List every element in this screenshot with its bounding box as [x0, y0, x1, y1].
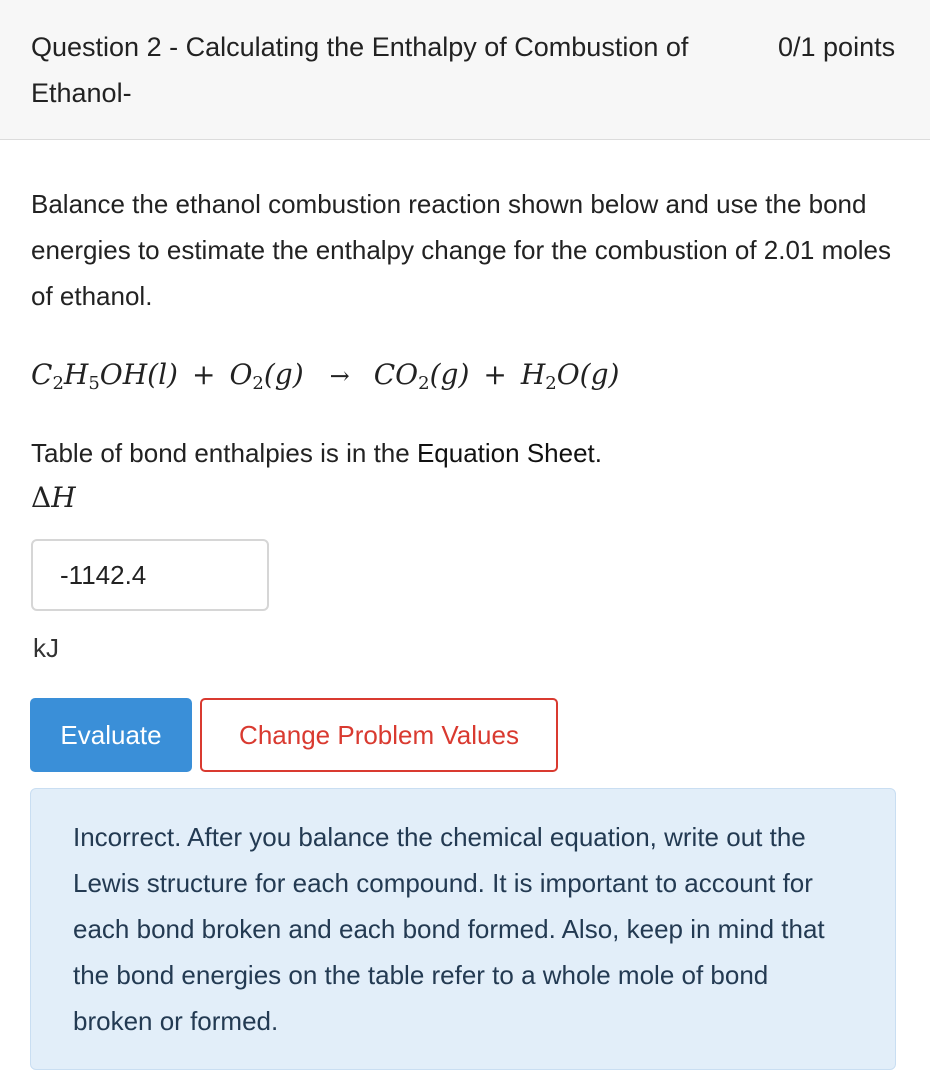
feedback-message: Incorrect. After you balance the chemical equation, write out the Lewis structure for each compound. It is important to account for each bond broken and each bond formed. Also, keep in mind that the bond energies on the table refer to a whole mole of bond broken or formed.: [30, 788, 896, 1070]
enthalpy-symbol: H: [51, 481, 76, 514]
delta-symbol: Δ: [31, 481, 52, 514]
equation-product-co2: $CO_2(g)$: [373, 358, 470, 394]
question-points: 0/1 points: [778, 32, 896, 62]
answer-unit: kJ: [33, 633, 59, 663]
question-prompt: Balance the ethanol combustion reaction shown below and use the bond energies to estimate the enthalpy change for the combustion of 2.01 moles of ethanol.: [31, 189, 891, 311]
equation-plus: +: [483, 358, 507, 391]
evaluate-button[interactable]: Evaluate: [30, 698, 192, 772]
chemical-equation: [31, 353, 901, 397]
equation-product-water: $H_2O(g)$: [520, 358, 620, 394]
delta-h-answer-input[interactable]: [31, 539, 269, 611]
bond-table-note-text: Table of bond enthalpies is in the: [31, 438, 410, 468]
equation-reactant-ethanol: $C_2H_5OH(l)$: [31, 358, 178, 394]
question-header: [0, 0, 930, 140]
delta-h-label: [31, 476, 76, 520]
equation-sheet-link[interactable]: Equation Sheet.: [416, 438, 602, 468]
bond-table-note: [31, 430, 602, 476]
question-title: Question 2 - Calculating the Enthalpy of Combustion of Ethanol-: [31, 32, 689, 108]
equation-reactant-oxygen: $O_2(g)$: [229, 358, 304, 394]
change-problem-values-button[interactable]: Change Problem Values: [200, 698, 558, 772]
equation-plus: +: [191, 358, 216, 391]
reaction-arrow-icon: →: [329, 362, 350, 390]
